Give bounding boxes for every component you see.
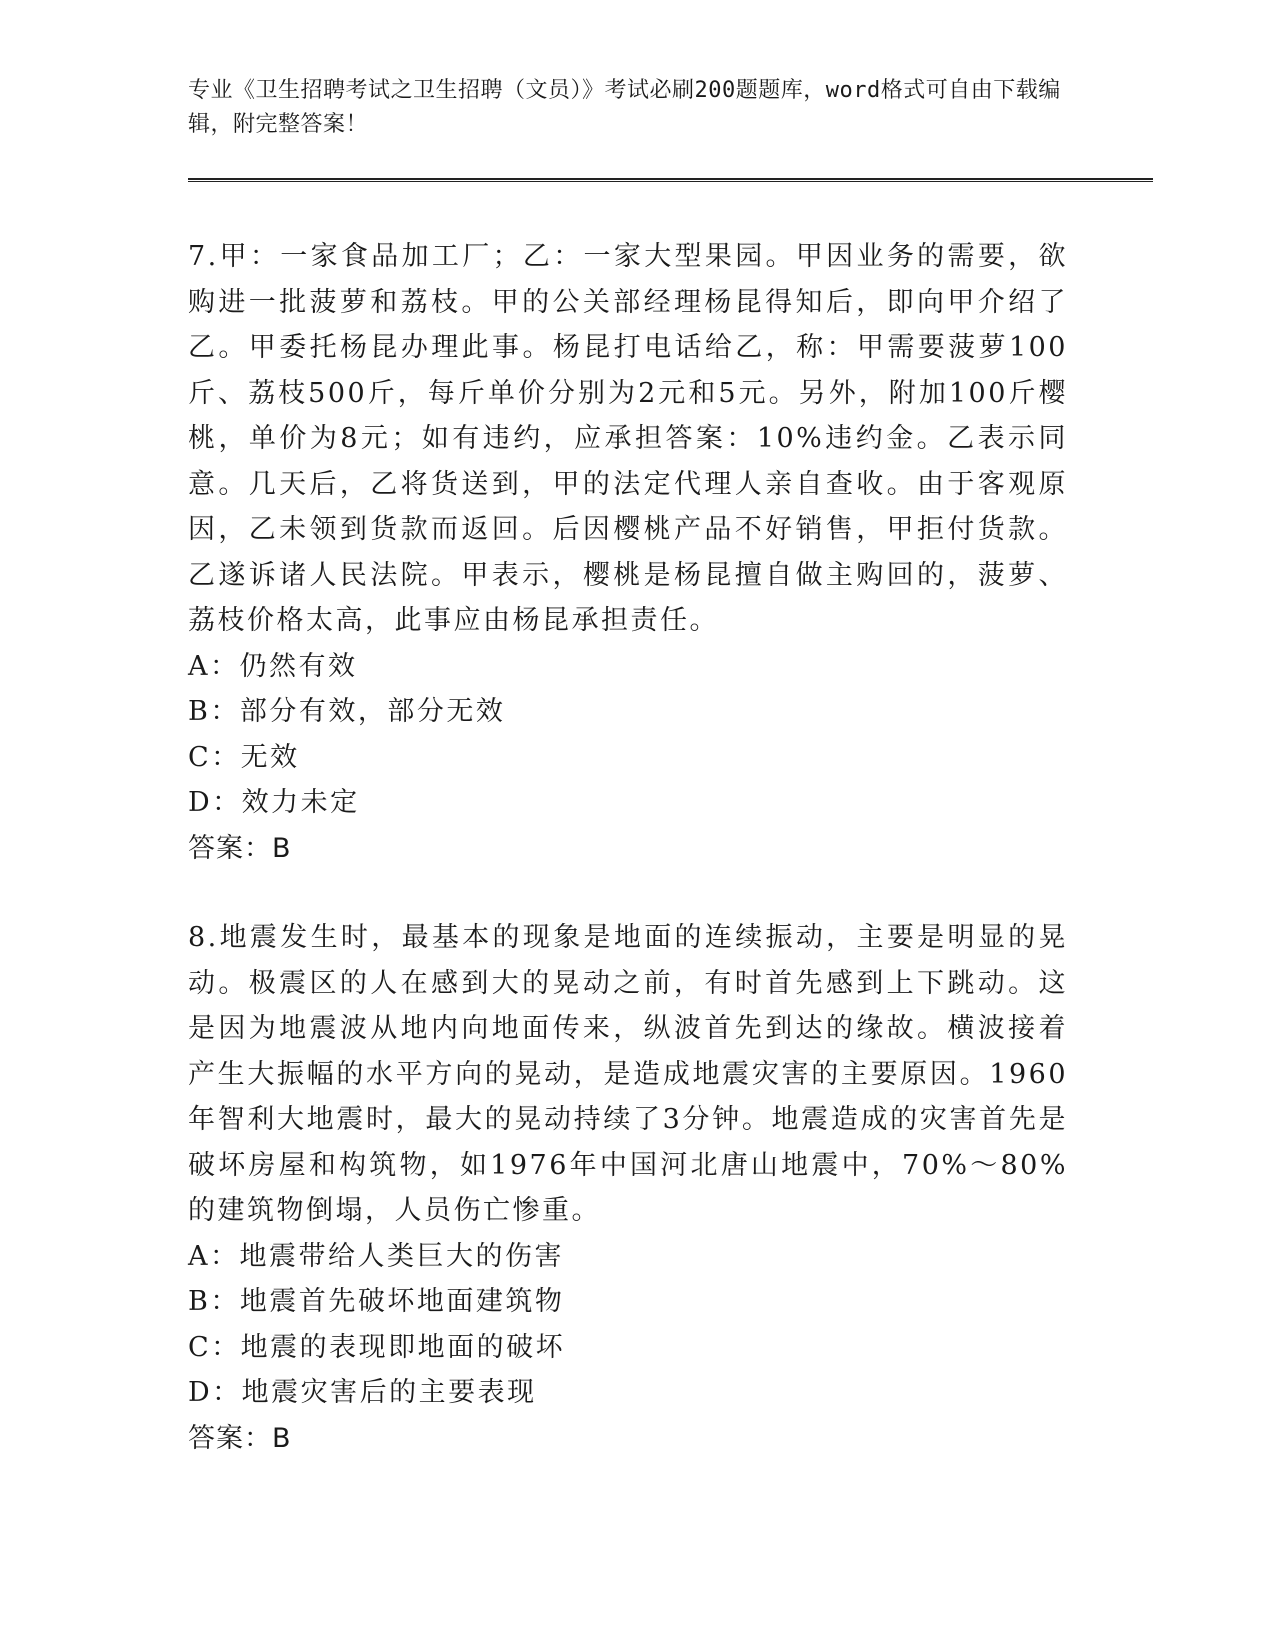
question-stem: 7.甲：一家食品加工厂；乙：一家大型果园。甲因业务的需要，欲购进一批菠萝和荔枝。甲的公关部经理杨昆得知后，即向甲介绍了乙。甲委托杨昆办理此事。杨昆打电话给乙，称：甲需要菠萝100斤、荔枝500斤，每斤单价分别为2元和5元。另外，附加100斤樱桃，单价为8元；如有违约，应承担答案：10%违约金。乙表示同意。几天后，乙将货送到，甲的法定代理人亲自查收。由于客观原因，乙未领到货款而返回。后因樱桃产品不好销售，甲拒付货款。乙遂诉诸人民法院。甲表示，樱桃是杨昆擅自做主购回的，菠萝、荔枝价格太高，此事应由杨昆承担责任。 xyxy=(188,241,1068,636)
option-a: A：地震带给人类巨大的伤害 xyxy=(188,1240,564,1272)
question-7 xyxy=(188,234,1068,871)
option-b: B：部分有效，部分无效 xyxy=(188,696,506,727)
option-a: A：仍然有效 xyxy=(188,650,358,682)
option-d: D：地震灾害后的主要表现 xyxy=(188,1377,537,1408)
question-stem: 8.地震发生时，最基本的现象是地面的连续振动，主要是明显的晃动。极震区的人在感到大的晃动之前，有时首先感到上下跳动。这是因为地震波从地内向地面传来，纵波首先到达的缘故。横波接着产生大振幅的水平方向的晃动，是造成地震灾害的主要原因。1960年智利大地震时，最大的晃动持续了3分钟。地震造成的灾害首先是破坏房屋和构筑物，如1976年中国河北唐山地震中，70%～80%的建筑物倒塌，人员伤亡惨重。 xyxy=(188,922,1068,1226)
option-d: D：效力未定 xyxy=(188,787,360,818)
header-divider xyxy=(188,178,1153,182)
option-c: C：无效 xyxy=(188,741,300,773)
answer-label: 答案：B xyxy=(188,1422,292,1454)
answer-label: 答案：B xyxy=(188,832,292,864)
option-b: B：地震首先破坏地面建筑物 xyxy=(188,1286,565,1317)
document-header-title: 专业《卫生招聘考试之卫生招聘（文员）》考试必刷200题题库，word格式可自由下载编辑，附完整答案！ xyxy=(188,78,1061,137)
option-c: C：地震的表现即地面的破坏 xyxy=(188,1331,566,1363)
question-8 xyxy=(188,915,1068,1461)
